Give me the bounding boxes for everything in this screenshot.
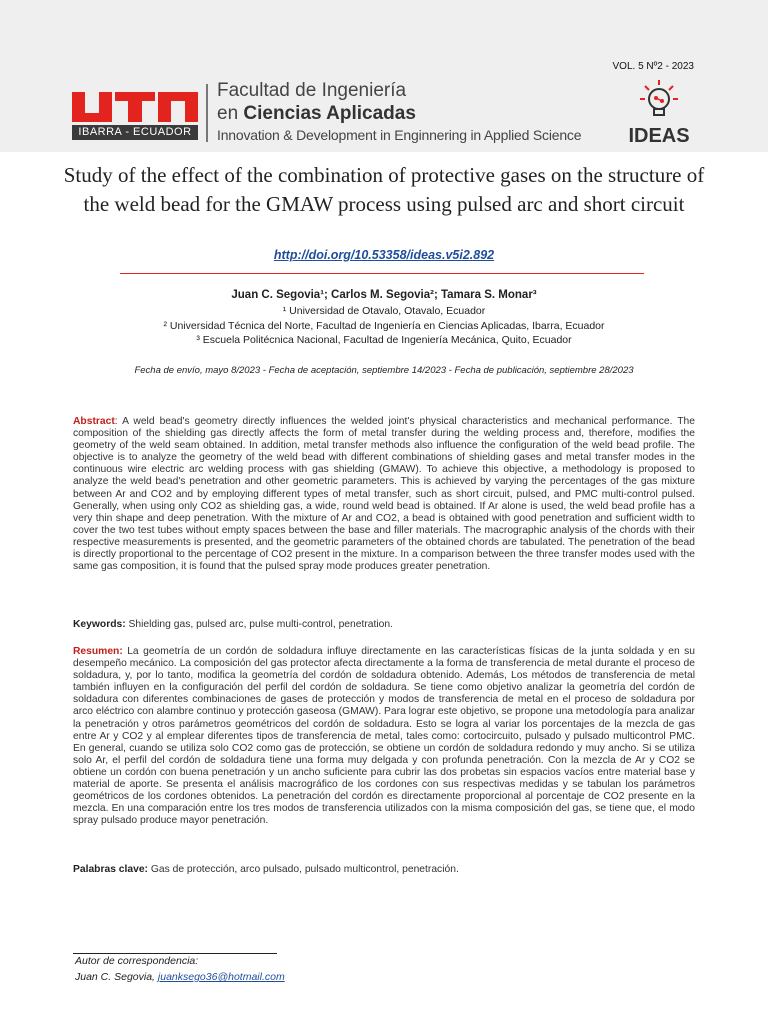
authors: Juan C. Segovia¹; Carlos M. Segovia²; Tamara S. Monar³ (231, 289, 537, 301)
header-divider (206, 84, 208, 142)
keywords-label: Keywords: (73, 619, 126, 630)
utn-logo-mark (72, 92, 198, 122)
affiliation-1: ¹ Universidad de Otavalo, Otavalo, Ecuador (282, 305, 486, 317)
abstract (73, 416, 695, 573)
faculty-line-3: Innovation & Development in Enginnering in Applied Science (217, 127, 582, 143)
faculty-line-2-prefix: en (217, 103, 244, 124)
correspondence-label: Autor de correspondencia: (75, 955, 199, 967)
resumen-label: Resumen: (73, 646, 123, 657)
doi-link[interactable]: http://doi.org/10.53358/ideas.v5i2.892 (273, 248, 495, 262)
ideas-label: IDEAS (628, 125, 690, 147)
faculty-line-2 (217, 103, 416, 125)
palabras-label: Palabras clave: (73, 864, 148, 875)
affiliation-2: ² Universidad Técnica del Norte, Facultad de Ingeniería en Ciencias Aplicadas, Ibarra, Ecuador (163, 320, 605, 332)
faculty-line-2-bold: Ciencias Aplicadas (243, 103, 416, 124)
faculty-line-1: Facultad de Ingeniería (217, 80, 407, 101)
lightbulb-icon (637, 78, 681, 118)
affiliation-3: ³ Escuela Politécnica Nacional, Facultad de Ingeniería Mecánica, Quito, Ecuador (196, 334, 572, 346)
title-divider (120, 273, 644, 274)
correspondence-email-link[interactable]: juanksego36@hotmail.com (157, 971, 285, 983)
logo-subtext: IBARRA - ECUADOR (72, 125, 198, 140)
volume-label: VOL. 5 Nº2 - 2023 (612, 61, 694, 72)
resumen (73, 646, 695, 827)
submission-dates: Fecha de envío, mayo 8/2023 - Fecha de aceptación, septiembre 14/2023 - Fecha de publicación, septiembre 28/2023 (134, 365, 634, 376)
abstract-label: Abstract (73, 416, 115, 427)
journal-header (0, 0, 768, 152)
resumen-text: La geometría de un cordón de soldadura influye directamente en las características físicas de la junta soldada y en su desempeño mecánico. La composición del gas protector afecta directamente a la forma de transferencia de metal durante el proceso de soldadura, y, por lo tanto, modifica la geometría del cordón de soldadura obtenido. Además, Los métodos de transferencia de metal también influyen en la configuración del perfil del cordón de soldadura. Se tiene como objetivo analizar la geometría del cordón de soldadura con diferentes combinaciones de gases de protección y modos de transferencia de metal en el proceso de soldadura por arco eléctrico con alambre continuo y protección gaseosa (GMAW). Para lograr este objetivo, se propone una metodología para analizar la penetración y otros parámetros geométricos del cordón de soldadura. Esto se logra al variar los porcentajes de la mezcla de gas entre Ar y CO2 y al emplear diferentes tipos de transferencia de metal, tales como: cortocircuito, pulsado y pulsado multicontrol PMC. En general, cuando se utiliza solo CO2 como gas de protección, se obtiene un cordón de soldadura redondo y muy ancho. Si se utiliza solo Ar, el perfil del cordón de soldadura tiene una forma muy delgada y con profunda penetración. Con la mezcla de Ar y CO2 se obtiene un cordón con buena penetración y un ancho suficiente para cubrir las dos probetas sin espacios vacíos entre material base y material de aporte. Se presenta el análisis macrográfico de los cordones con sus respectivas medidas y se tabulan los parámetros geométricos de los cordones obtenidos. La penetración del cordón es directamente proporcional al porcentaje de CO2 presente en la mezcla. En una comparación entre los tres modos de transferencia utilizados con la misma composición del gas, se tiene que, el modo spray pulsado produce mayor penetración. (73, 646, 695, 827)
utn-letters-icon (72, 92, 198, 122)
palabras-text: Gas de protección, arco pulsado, pulsado multicontrol, penetración. (148, 864, 459, 875)
correspondence-info (75, 971, 285, 983)
keywords (73, 619, 695, 631)
correspondence-name: Juan C. Segovia, (75, 971, 158, 983)
abstract-text: : A weld bead's geometry directly influences the welded joint's physical characteristics and mechanical performance. The composition of the shielding gas directly affects the form of metal transfer during the welding process and, therefore, modifies the geometry of the weld seam obtained. In addition, metal transfer methods also influence the configuration of the weld bead profile. The objective is to analyze the geometry of the weld bead with different combinations of shielding gases and metal transfer modes in the continuous wire electric arc welding process with gas shielding (GMAW). To achieve this objective, a methodology is proposed to analyze the weld bead's penetration and other geometric parameters. This is achieved by varying the percentages of the gas mixture between Ar and CO2 and by employing different types of metal transfer, such as short circuit, pulsed, and PMC multi-control pulsed. Generally, when using only CO2 as shielding gas, a wide, round weld bead is obtained. If Ar alone is used, the weld bead profile has a very thin shape and deep penetration. With the mixture of Ar and CO2, a bead is obtained with good penetration and sufficient width to cover the two test tubes without empty spaces between the base and filler materials. The macrographic analysis of the chords with their respective measurements is presented, and the geometric parameters of the obtained chords are tabulated. The penetration of the bead is directly proportional to the percentage of CO2 present in the mixture. In a comparison between the three transfer modes used with the same gas composition, it is found that the pulsed spray mode produces greater penetration. (73, 416, 695, 573)
ideas-logo (623, 78, 695, 148)
utn-logo (72, 92, 198, 140)
article-title: Study of the effect of the combination of protective gases on the structure of the weld bead for the GMAW process using pulsed arc and short circuit (63, 163, 705, 216)
palabras-clave (73, 864, 695, 876)
footnote-divider (73, 953, 277, 954)
keywords-text: Shielding gas, pulsed arc, pulse multi-control, penetration. (125, 619, 393, 630)
